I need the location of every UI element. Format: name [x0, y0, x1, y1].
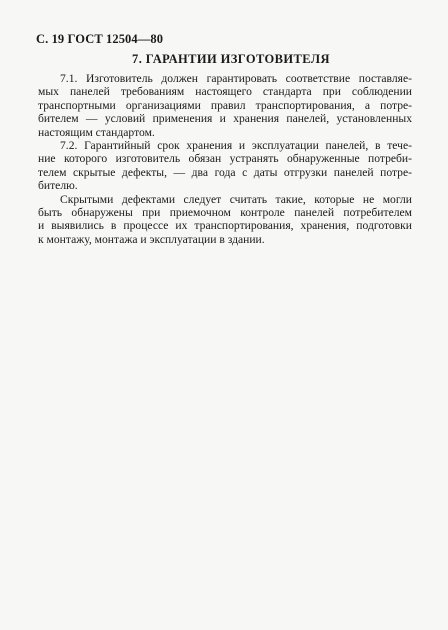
text-line: телем скрытые дефекты, — два года с даты отгрузки панелей потре- — [38, 165, 412, 179]
section-title: 7. ГАРАНТИИ ИЗГОТОВИТЕЛЯ — [132, 52, 330, 66]
paragraph — [38, 139, 412, 193]
text-line: настоящим стандартом. — [38, 125, 155, 139]
text-line: транспортными организациями правил транспортирования, а потре- — [38, 98, 412, 112]
text-line: быть обнаружены при приемочном контроле панелей потребителем — [38, 206, 412, 220]
text-line: и выявились в процессе их транспортирования, хранения, подготовки — [38, 219, 412, 233]
text-line: к монтажу, монтажа и эксплуатации в здании. — [38, 232, 265, 246]
paragraph — [38, 193, 412, 247]
paragraph — [38, 72, 412, 139]
text-line: бителем — условий применения и хранения панелей, установленных — [38, 112, 412, 126]
text-line: бителю. — [38, 179, 78, 193]
text-line: ние которого изготовитель обязан устранять обнаруженные потреби- — [38, 152, 412, 166]
text-line: 7.2. Гарантийный срок хранения и эксплуатации панелей, в тече- — [60, 139, 412, 153]
text-line: 7.1. Изготовитель должен гарантировать соответствие поставляе- — [60, 72, 412, 85]
body-text — [38, 72, 412, 246]
text-line: мых панелей требованиям настоящего стандарта при соблюдении — [38, 85, 412, 99]
text-line: Скрытыми дефектами следует считать такие, которые не могли — [60, 192, 412, 206]
page-header: С. 19 ГОСТ 12504—80 — [36, 32, 164, 46]
